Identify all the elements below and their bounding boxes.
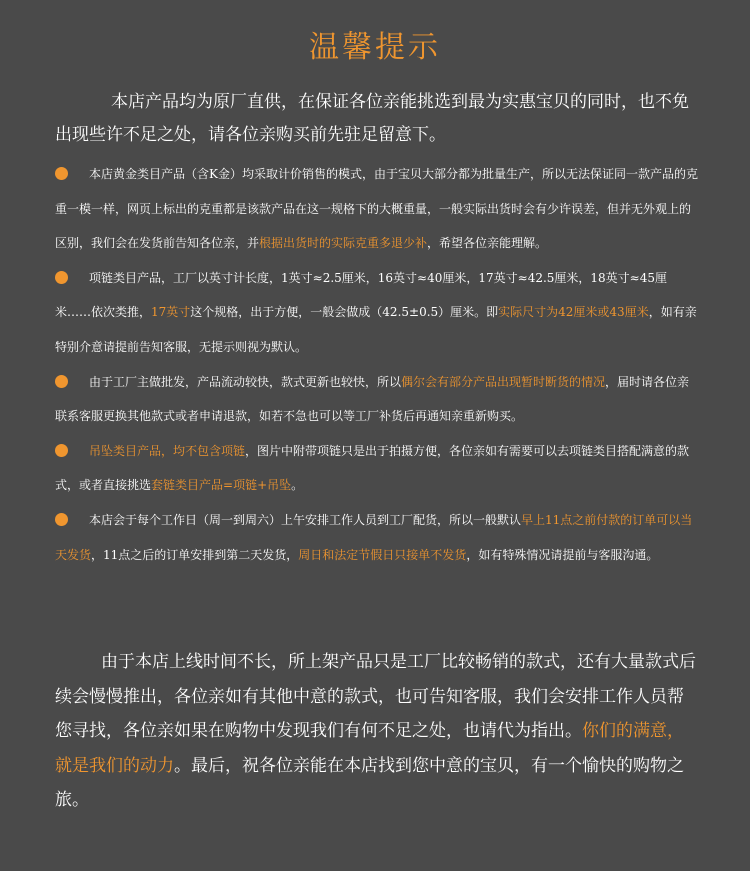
bullet-text: ，如有亲特别介意请提前告知客服，无提示则视为默认。 xyxy=(55,305,697,354)
bullet-text: ，11点之后的订单安排到第二天发货， xyxy=(91,547,299,562)
list-item-necklace-length xyxy=(55,261,700,365)
list-item-gold-weight xyxy=(55,157,700,261)
bullet-highlight: 偶尔会有部分产品出现暂时断货的情况 xyxy=(401,374,606,389)
bullet-highlight: 17英寸 xyxy=(151,305,191,320)
bullet-text: ，如有特殊情况请提前与客服沟通。 xyxy=(466,547,659,562)
bullet-text: ，届时请各位亲联系客服更换其他款式或者申请退款，如若不急也可以等工厂补货后再通知亲重新购买。 xyxy=(55,374,690,424)
bullet-text: 本店黄金类目产品（含K金）均采取计价销售的模式，由于宝贝大部分都为批量生产，所以无法保证同一款产品的克重一模一样，网页上标出的克重都是该款产品在这一规格下的大概重量，一般实际出货时会有少许误差，但并无外观上的区别，我们会在发货前告知各位亲，并 xyxy=(55,167,698,251)
bullet-text: 。 xyxy=(291,478,304,493)
intro-paragraph: 本店产品均为原厂直供，在保证各位亲能挑选到最为实惠宝贝的同时，也不免出现些许不足之处，请各位亲购买前先驻足留意下。 xyxy=(55,92,689,145)
bullet-text: 由于工厂主做批发，产品流动较快，款式更新也较快，所以 xyxy=(89,374,402,389)
closing-paragraph xyxy=(55,645,700,818)
closing-text: 。最后，祝各位亲能在本店找到您中意的宝贝，有一个愉快的购物之旅。 xyxy=(55,755,684,810)
bullet-highlight: 根据出货时的实际克重多退少补 xyxy=(259,236,428,251)
bullet-text: 项链类目产品，工厂以英寸计长度，1英寸≈2.5厘米，16英寸≈40厘米，17英寸≈42.5厘米，18英寸≈45厘米……依次类推， xyxy=(55,270,668,320)
bullet-highlight: 早上11点之前付款的订单可以当天发货 xyxy=(55,512,693,562)
bullet-highlight: 实际尺寸为42厘米或43厘米 xyxy=(498,305,649,320)
list-item-stock-out xyxy=(55,365,700,434)
page-title: 温馨提示 xyxy=(309,30,441,65)
bullet-text: 本店会于每个工作日（周一到周六）上午安排工作人员到工厂配货，所以一般默认 xyxy=(89,512,522,527)
notice-list xyxy=(55,157,700,572)
bullet-text: ，图片中附带项链只是出于拍摄方便，各位亲如有需要可以去项链类目搭配满意的款式，或者直接挑选 xyxy=(55,443,690,493)
bullet-dot-icon xyxy=(55,444,68,457)
bullet-text: 这个规格，出于方便，一般会做成（42.5±0.5）厘米。即 xyxy=(190,305,499,320)
closing-highlight: 你们的满意，就是我们的动力 xyxy=(55,721,684,776)
bullet-highlight: 套链类目产品=项链+吊坠 xyxy=(151,478,292,493)
bullet-highlight: 吊坠类目产品，均不包含项链 xyxy=(89,443,246,458)
bullet-dot-icon xyxy=(55,375,68,388)
bullet-text: ，希望各位亲能理解。 xyxy=(427,236,548,251)
bullet-dot-icon xyxy=(55,271,68,284)
bullet-highlight: 周日和法定节假日只接单不发货 xyxy=(298,547,467,562)
list-item-shipping xyxy=(55,503,700,572)
list-item-pendant xyxy=(55,434,700,503)
closing-text: 由于本店上线时间不长，所上架产品只是工厂比较畅销的款式，还有大量款式后续会慢慢推出，各位亲如有其他中意的款式，也可告知客服，我们会安排工作人员帮您寻找，各位亲如果在购物中发现我们有何不足之处，也请代为指出。 xyxy=(55,652,696,741)
bullet-dot-icon xyxy=(55,167,68,180)
bullet-dot-icon xyxy=(55,513,68,526)
